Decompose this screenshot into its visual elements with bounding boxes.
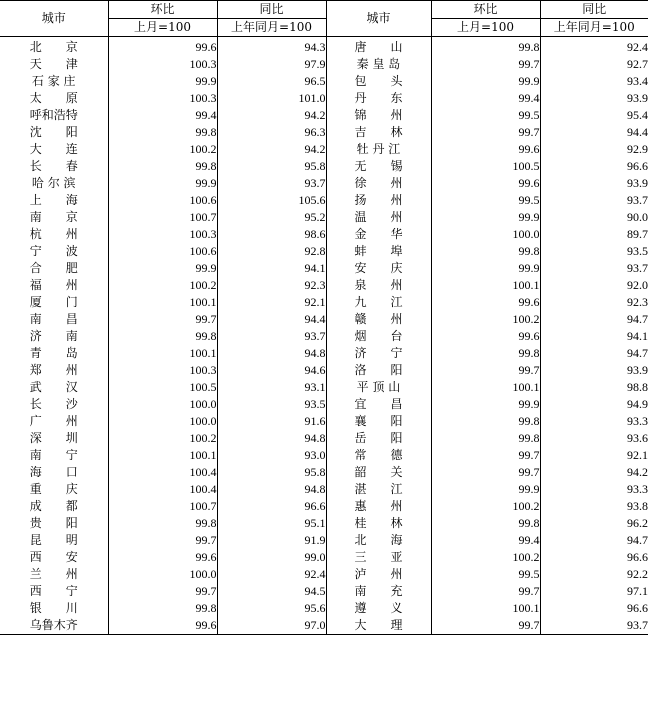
mom-value-left: 99.9 [108,260,217,277]
yoy-value-left: 94.8 [217,481,326,498]
mom-value-right: 100.1 [431,277,540,294]
mom-value-left: 99.6 [108,617,217,635]
yoy-base-header-right: 上年同月=100 [540,19,648,37]
yoy-value-left: 93.7 [217,175,326,192]
table-row [0,226,648,243]
mom-value-left: 99.6 [108,549,217,566]
yoy-value-left: 94.3 [217,37,326,57]
city-name-right: 济 宁 [326,345,431,362]
mom-value-right: 99.7 [431,447,540,464]
city-name-right: 徐 州 [326,175,431,192]
table-row [0,362,648,379]
yoy-value-left: 93.5 [217,396,326,413]
yoy-value-left: 93.7 [217,328,326,345]
mom-value-left: 99.7 [108,311,217,328]
yoy-value-right: 96.6 [627,601,648,615]
yoy-value-left: 105.6 [217,192,326,209]
mom-value-right: 99.9 [431,396,540,413]
city-name-left: 南 京 [0,209,108,226]
table-row [0,37,648,57]
city-name-left: 石 家 庄 [0,73,108,90]
mom-value-right: 99.6 [431,328,540,345]
mom-value-right: 100.2 [431,498,540,515]
yoy-value-right: 93.9 [627,91,648,105]
city-name-left: 重 庆 [0,481,108,498]
mom-value-left: 99.4 [108,107,217,124]
yoy-value-right: 94.4 [627,125,648,139]
city-name-left: 天 津 [0,56,108,73]
yoy-value-left: 95.2 [217,209,326,226]
city-name-left: 宁 波 [0,243,108,260]
city-name-left: 西 安 [0,549,108,566]
table-row [0,294,648,311]
city-name-left: 上 海 [0,192,108,209]
mom-value-right: 99.6 [431,141,540,158]
table-row [0,56,648,73]
table-row [0,396,648,413]
mom-base-header-left: 上月=100 [108,19,217,37]
mom-value-right: 99.4 [431,532,540,549]
mom-value-left: 100.3 [108,226,217,243]
yoy-value-left: 93.1 [217,379,326,396]
mom-group-header-right: 环比 [431,1,540,19]
yoy-value-right: 93.7 [627,193,648,207]
mom-value-right: 100.2 [431,311,540,328]
table-row [0,260,648,277]
yoy-value-right: 95.4 [627,108,648,122]
table-row [0,532,648,549]
yoy-value-right: 96.6 [627,550,648,564]
table-row [0,430,648,447]
yoy-value-left: 94.5 [217,583,326,600]
mom-value-left: 100.2 [108,277,217,294]
city-name-left: 南 宁 [0,447,108,464]
yoy-value-left: 98.6 [217,226,326,243]
city-name-right: 包 头 [326,73,431,90]
mom-value-right: 99.8 [431,413,540,430]
yoy-value-left: 91.6 [217,413,326,430]
city-name-left: 海 口 [0,464,108,481]
yoy-value-right: 94.7 [627,346,648,360]
city-name-left: 深 圳 [0,430,108,447]
mom-value-right: 99.7 [431,583,540,600]
mom-value-right: 99.6 [431,175,540,192]
yoy-value-right: 93.4 [627,74,648,88]
mom-value-left: 99.7 [108,532,217,549]
yoy-value-left: 92.4 [217,566,326,583]
yoy-value-right: 92.3 [627,295,648,309]
city-name-right: 无 锡 [326,158,431,175]
city-name-left: 兰 州 [0,566,108,583]
mom-value-right: 99.8 [431,243,540,260]
mom-value-right: 99.5 [431,192,540,209]
city-name-left: 呼和浩特 [0,107,108,124]
mom-value-left: 100.7 [108,209,217,226]
city-name-right: 泉 州 [326,277,431,294]
city-name-right: 烟 台 [326,328,431,345]
mom-value-left: 100.0 [108,396,217,413]
yoy-value-left: 94.8 [217,345,326,362]
mom-base-header-right: 上月=100 [431,19,540,37]
yoy-value-right: 94.7 [627,533,648,547]
yoy-value-left: 94.2 [217,107,326,124]
city-name-left: 济 南 [0,328,108,345]
table-row [0,90,648,107]
mom-value-right: 99.5 [431,566,540,583]
yoy-value-right: 92.2 [627,567,648,581]
mom-value-left: 100.1 [108,345,217,362]
table-row [0,277,648,294]
city-name-right: 扬 州 [326,192,431,209]
table-body [0,37,648,635]
mom-value-left: 100.6 [108,192,217,209]
yoy-value-right: 96.2 [627,516,648,530]
mom-value-right: 99.5 [431,107,540,124]
city-name-left: 长 沙 [0,396,108,413]
mom-value-right: 99.7 [431,464,540,481]
table-row [0,379,648,396]
yoy-value-right: 96.6 [627,159,648,173]
city-name-left: 西 宁 [0,583,108,600]
table-row [0,158,648,175]
city-name-left: 昆 明 [0,532,108,549]
city-name-left: 厦 门 [0,294,108,311]
yoy-value-left: 93.0 [217,447,326,464]
table-row [0,328,648,345]
yoy-group-header-right: 同比 [540,1,648,19]
yoy-value-right: 97.1 [627,584,648,598]
mom-value-left: 100.0 [108,566,217,583]
yoy-value-right: 93.7 [540,617,648,635]
yoy-value-right: 89.7 [627,227,648,241]
yoy-value-left: 99.0 [217,549,326,566]
yoy-value-left: 95.8 [217,464,326,481]
city-name-right: 岳 阳 [326,430,431,447]
city-name-right: 湛 江 [326,481,431,498]
yoy-value-right: 93.9 [627,176,648,190]
yoy-group-header-left: 同比 [217,1,326,19]
city-name-left: 贵 阳 [0,515,108,532]
city-name-right: 桂 林 [326,515,431,532]
table-row [0,481,648,498]
table-row [0,345,648,362]
city-name-left: 南 昌 [0,311,108,328]
mom-value-right: 99.6 [431,294,540,311]
table-row [0,413,648,430]
yoy-value-right: 93.7 [627,261,648,275]
city-name-right: 安 庆 [326,260,431,277]
mom-value-right: 99.4 [431,90,540,107]
mom-value-left: 100.2 [108,430,217,447]
yoy-value-left: 92.1 [217,294,326,311]
mom-value-left: 100.6 [108,243,217,260]
mom-value-left: 99.7 [108,583,217,600]
city-name-left: 银 川 [0,600,108,617]
mom-group-header-left: 环比 [108,1,217,19]
table-row [0,464,648,481]
table-row [0,617,648,635]
table-row [0,175,648,192]
mom-value-left: 100.3 [108,56,217,73]
table-row [0,498,648,515]
yoy-value-left: 94.4 [217,311,326,328]
yoy-value-right: 94.2 [627,465,648,479]
mom-value-right: 99.8 [431,345,540,362]
city-name-left: 广 州 [0,413,108,430]
city-name-right: 宜 昌 [326,396,431,413]
city-name-right: 牡 丹 江 [326,141,431,158]
yoy-value-right: 98.8 [627,380,648,394]
yoy-base-header-left: 上年同月=100 [217,19,326,37]
city-name-right: 韶 关 [326,464,431,481]
city-name-left: 青 岛 [0,345,108,362]
city-name-right: 平 顶 山 [326,379,431,396]
yoy-value-left: 94.1 [217,260,326,277]
yoy-value-left: 92.8 [217,243,326,260]
city-column-header-left: 城市 [0,1,108,37]
city-name-right: 洛 阳 [326,362,431,379]
mom-value-left: 99.8 [108,328,217,345]
yoy-value-left: 96.6 [217,498,326,515]
yoy-value-left: 95.6 [217,600,326,617]
yoy-value-right: 93.5 [627,244,648,258]
city-name-right: 九 江 [326,294,431,311]
yoy-value-right: 94.7 [627,312,648,326]
mom-value-right: 99.7 [431,617,540,635]
city-name-left: 大 连 [0,141,108,158]
yoy-value-right: 92.7 [627,57,648,71]
city-name-right: 唐 山 [326,37,431,57]
mom-value-right: 100.2 [431,549,540,566]
mom-value-right: 99.8 [431,515,540,532]
mom-value-right: 99.8 [431,430,540,447]
yoy-value-right: 93.6 [627,431,648,445]
mom-value-left: 100.1 [108,447,217,464]
yoy-value-left: 95.1 [217,515,326,532]
city-name-left: 太 原 [0,90,108,107]
table-row [0,447,648,464]
mom-value-left: 99.6 [108,37,217,57]
yoy-value-right: 92.1 [627,448,648,462]
mom-value-right: 99.7 [431,362,540,379]
table-row [0,600,648,617]
yoy-value-right: 94.1 [627,329,648,343]
city-name-right: 赣 州 [326,311,431,328]
yoy-value-left: 97.9 [217,56,326,73]
city-name-left: 郑 州 [0,362,108,379]
mom-value-right: 99.9 [431,260,540,277]
mom-value-left: 99.9 [108,175,217,192]
yoy-value-left: 96.5 [217,73,326,90]
mom-value-right: 99.9 [431,481,540,498]
yoy-value-left: 95.8 [217,158,326,175]
city-name-right: 遵 义 [326,600,431,617]
mom-value-right: 99.7 [431,56,540,73]
yoy-value-right: 93.3 [627,482,648,496]
yoy-value-left: 92.3 [217,277,326,294]
city-name-right: 北 海 [326,532,431,549]
city-name-right: 惠 州 [326,498,431,515]
mom-value-right: 100.5 [431,158,540,175]
city-name-left: 杭 州 [0,226,108,243]
city-name-left: 沈 阳 [0,124,108,141]
table-row [0,209,648,226]
yoy-value-right: 94.9 [627,397,648,411]
yoy-value-left: 91.9 [217,532,326,549]
city-name-left: 北 京 [0,37,108,57]
yoy-value-left: 97.0 [217,617,326,635]
city-name-left: 成 都 [0,498,108,515]
mom-value-right: 99.9 [431,209,540,226]
city-name-right: 锦 州 [326,107,431,124]
city-name-left: 长 春 [0,158,108,175]
city-name-right: 温 州 [326,209,431,226]
table-header [0,1,648,37]
mom-value-left: 100.1 [108,294,217,311]
city-name-right: 金 华 [326,226,431,243]
yoy-value-left: 96.3 [217,124,326,141]
mom-value-left: 99.8 [108,124,217,141]
mom-value-left: 100.7 [108,498,217,515]
city-name-right: 泸 州 [326,566,431,583]
table-row [0,243,648,260]
yoy-value-left: 94.6 [217,362,326,379]
mom-value-left: 99.8 [108,515,217,532]
city-name-left: 哈 尔 滨 [0,175,108,192]
table-row [0,583,648,600]
mom-value-right: 99.7 [431,124,540,141]
city-name-right: 襄 阳 [326,413,431,430]
table-row [0,566,648,583]
city-name-left: 武 汉 [0,379,108,396]
city-name-right: 丹 东 [326,90,431,107]
yoy-value-right: 93.8 [627,499,648,513]
city-name-left: 乌鲁木齐 [0,617,108,635]
city-name-right: 大 理 [326,617,431,635]
mom-value-left: 99.9 [108,73,217,90]
city-name-right: 常 德 [326,447,431,464]
city-name-right: 蚌 埠 [326,243,431,260]
table-row [0,73,648,90]
yoy-value-right: 93.9 [627,363,648,377]
mom-value-right: 99.8 [431,37,540,57]
city-name-right: 秦 皇 岛 [326,56,431,73]
yoy-value-right: 92.9 [627,142,648,156]
mom-value-left: 99.8 [108,600,217,617]
table-row [0,311,648,328]
table-row [0,549,648,566]
city-name-right: 吉 林 [326,124,431,141]
mom-value-left: 100.4 [108,464,217,481]
mom-value-right: 100.1 [431,379,540,396]
mom-value-left: 100.3 [108,90,217,107]
mom-value-left: 100.5 [108,379,217,396]
mom-value-right: 100.1 [431,600,540,617]
city-column-header-right: 城市 [326,1,431,37]
city-name-right: 三 亚 [326,549,431,566]
yoy-value-left: 94.2 [217,141,326,158]
yoy-value-left: 101.0 [217,90,326,107]
yoy-value-right: 93.3 [627,414,648,428]
mom-value-right: 99.9 [431,73,540,90]
city-name-left: 福 州 [0,277,108,294]
table-row [0,141,648,158]
table-row [0,107,648,124]
yoy-value-right: 92.0 [627,278,648,292]
table-row [0,124,648,141]
yoy-value-right: 92.4 [627,40,648,54]
mom-value-left: 100.2 [108,141,217,158]
mom-value-left: 100.3 [108,362,217,379]
yoy-value-left: 94.8 [217,430,326,447]
city-name-left: 合 肥 [0,260,108,277]
mom-value-right: 100.0 [431,226,540,243]
mom-value-left: 100.0 [108,413,217,430]
table-row [0,515,648,532]
city-name-right: 南 充 [326,583,431,600]
table-row [0,192,648,209]
yoy-value-right: 90.0 [627,210,648,224]
mom-value-left: 99.8 [108,158,217,175]
mom-value-left: 100.4 [108,481,217,498]
